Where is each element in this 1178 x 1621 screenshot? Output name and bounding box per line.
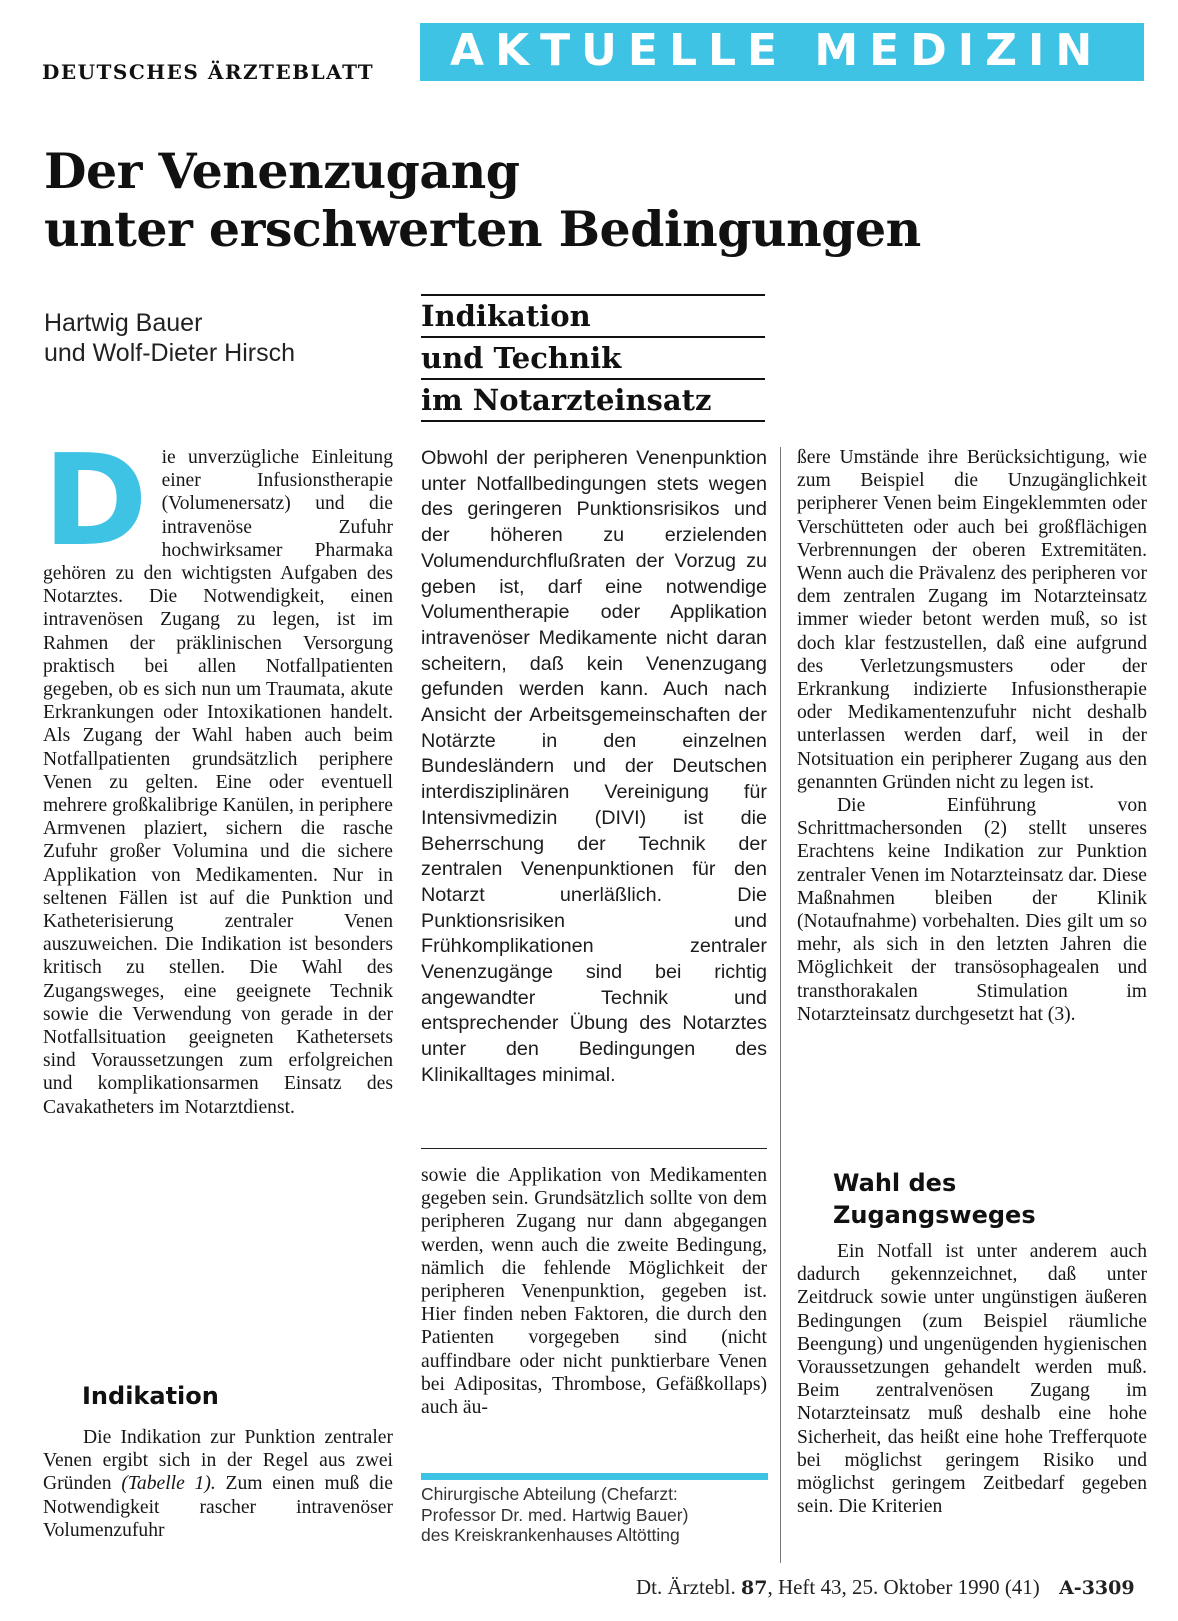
page-number: A-3309 xyxy=(1059,1577,1135,1599)
column-3-paragraph-1: ßere Umstände ihre Berücksichtigung, wie zum Beispiel die Unzugänglichkeit peripherer Venen beim Eingeklemmten oder Verschütteten oder auch bei großflächigen Verbrennungen der oberen Extremitäten. Wenn auch die Prävalenz des peripheren vor dem zentralen Zugang im Notarzteinsatz immer wieder betont werden muß, so ist doch klar festzustellen, daß eine aufgrund des Verletzungsmusters oder der Erkrankung indizierte Infusionstherapie oder Medikamentenzufuhr nicht deshalb unterlassen werden darf, weil in der Notsituation ein peripherer Zugang aus den genannten Gründen nicht zu legen ist. xyxy=(797,447,1147,793)
article-title xyxy=(44,142,1044,258)
subtitle-line-1: Indikation xyxy=(421,294,765,336)
column-1-intro xyxy=(43,427,393,1119)
heading-wahl-line-2: Zugangsweges xyxy=(833,1201,1036,1229)
abstract-divider xyxy=(421,1148,767,1149)
title-line-2: unter erschwerten Bedingungen xyxy=(44,200,921,258)
column-2-abstract xyxy=(421,446,767,1089)
column-1-indikation xyxy=(43,1426,393,1542)
section-banner xyxy=(420,23,1144,81)
article-subtitle xyxy=(421,294,765,422)
continued-paragraph: sowie die Applikation von Medikamenten gegeben sein. Grundsätzlich sollte von dem peripheren Zugang nur dann abgegangen werden, wenn auch die zweite Bedingung, nämlich die fehlende Möglichkeit der peripheren Venenpunktion, gegeben ist. Hier finden neben Faktoren, die durch den Patienten vorgegeben sind (nicht auffindbare oder nicht punktierbare Venen bei Adipositas, Thrombose, Gefäßkollaps) auch äu- xyxy=(421,1165,767,1419)
drop-cap: D xyxy=(43,427,148,574)
footnote-accent-bar xyxy=(421,1473,768,1480)
indikation-text-b: Zum einen muß die Notwendigkeit rascher intravenöser Volumenzufuhr xyxy=(43,1473,393,1541)
abstract-paragraph: Obwohl der peripheren Venenpunktion unter Notfallbedingungen stets wegen des geringeren Punktionsrisikos und der höheren zu erzielenden Volumendurchflußraten der Vorzug zu geben ist, darf eine notwendige Volumentherapie oder Applikation intravenöser Medikamente nicht daran scheitern, daß kein Venenzugang gefunden werden kann. Auch nach Ansicht der Arbeitsgemeinschaften der Notärzte in den einzelnen Bundesländern und der Deutschen interdisziplinären Vereinigung für Intensivmedizin (DIVI) ist die Beherrschung der Technik der zentralen Venenpunktionen für den Notarzt unerläßlich. Die Punktionsrisiken und Frühkomplikationen zentraler Venenzugänge sind bei richtig angewandter Technik und entsprechender Übung des Notarztes unter den Bedingungen des Klinikalltages minimal. xyxy=(421,447,767,1086)
subtitle-line-2: und Technik xyxy=(421,336,765,378)
authors xyxy=(44,308,295,368)
indikation-text-a: Die Indikation zur Punktion zentraler Venen ergibt sich in der Regel aus zwei Gründen xyxy=(43,1427,393,1495)
indikation-paragraph xyxy=(43,1426,393,1542)
affiliation-line-3: des Kreiskrankenhauses Altötting xyxy=(421,1525,680,1545)
heading-wahl-des-zugangsweges xyxy=(833,1167,1036,1231)
intro-paragraph: ie unverzügliche Einleitung einer Infusionstherapie (Volumenersatz) und die intravenöse Zufuhr hochwirksamer Pharmaka gehören zu den wichtigsten Aufgaben des Notarztes. Die Notwendigkeit, einen intravenösen Zugang zu legen, ist im Rahmen der präklinischen Versorgung praktisch bei allen Notfallpatienten gegeben, ob es sich nun um Traumata, akute Erkrankungen oder Intoxikationen handelt. Als Zugang der Wahl haben auch beim Notfallpatienten grundsätzlich periphere Venen zu gelten. Eine oder eventuell mehrere großkalibrige Kanülen, in periphere Armvenen plaziert, sichern die rasche Zufuhr großer Volumina und die sichere Applikation von Medikamenten. Nur in seltenen Fällen ist auf die Punktion und Katheterisierung zentraler Venen auszuweichen. Die Indikation ist besonders kritisch zu stellen. Die Wahl des Zugangsweges, eine geeignete Technik sowie die Verwendung von gerade in der Notfallsituation geeigneten Kathetersets sind Voraussetzungen zum erfolgreichen und komplikationsarmen Einsatz des Cavakatheters im Notarztdienst. xyxy=(43,447,393,1118)
citation-prefix: Dt. Ärztebl. xyxy=(636,1575,736,1599)
heading-wahl-line-1: Wahl des xyxy=(833,1169,957,1197)
column-rule xyxy=(780,447,781,1563)
affiliation-line-1: Chirurgische Abteilung (Chefarzt: xyxy=(421,1484,678,1504)
affiliation-line-2: Professor Dr. med. Hartwig Bauer) xyxy=(421,1504,689,1525)
heading-indikation: Indikation xyxy=(82,1382,219,1410)
page-footer xyxy=(636,1575,1135,1600)
author-affiliation xyxy=(421,1484,768,1546)
journal-name: DEUTSCHES ÄRZTEBLATT xyxy=(42,60,375,84)
citation-volume: 87 xyxy=(740,1577,768,1599)
author-line-1: Hartwig Bauer xyxy=(44,309,203,337)
column-3 xyxy=(797,446,1147,1026)
title-line-1: Der Venenzugang xyxy=(44,142,520,200)
column-3-wahl xyxy=(797,1240,1147,1518)
author-line-2: und Wolf-Dieter Hirsch xyxy=(44,339,296,367)
column-2-continued xyxy=(421,1164,767,1419)
table-reference: (Tabelle 1). xyxy=(121,1473,216,1495)
subtitle-line-3: im Notarzteinsatz xyxy=(421,378,765,422)
wahl-paragraph: Ein Notfall ist unter anderem auch dadurch gekennzeichnet, daß unter Zeitdruck sowie unter ungünstigen äußeren Bedingungen (zum Beispiel räumliche Beengung) und ungenügenden hygienischen Voraussetzungen gehandelt werden muß. Beim zentralvenösen Zugang im Notarzteinsatz muß deshalb eine hohe Sicherheit, das heißt eine hohe Trefferquote bei möglichst geringem Risiko und möglichst geringem Zeitbedarf gegeben sein. Die Kriterien xyxy=(797,1241,1147,1518)
column-3-paragraph-2: Die Einführung von Schrittmachersonden (2) stellt unseres Erachtens keine Indikation zur Punktion zentraler Venen im Notarzteinsatz dar. Diese Maßnahmen bleiben der Klinik (Notaufnahme) vorbehalten. Dies gilt um so mehr, als sich in den letzten Jahren die Möglichkeit der transösophagealen und transthorakalen Stimulation im Notarzteinsatz durchgesetzt hat (3). xyxy=(797,795,1147,1025)
citation-suffix: , Heft 43, 25. Oktober 1990 (41) xyxy=(767,1575,1040,1599)
section-banner-label: AKTUELLE MEDIZIN xyxy=(450,25,1104,76)
